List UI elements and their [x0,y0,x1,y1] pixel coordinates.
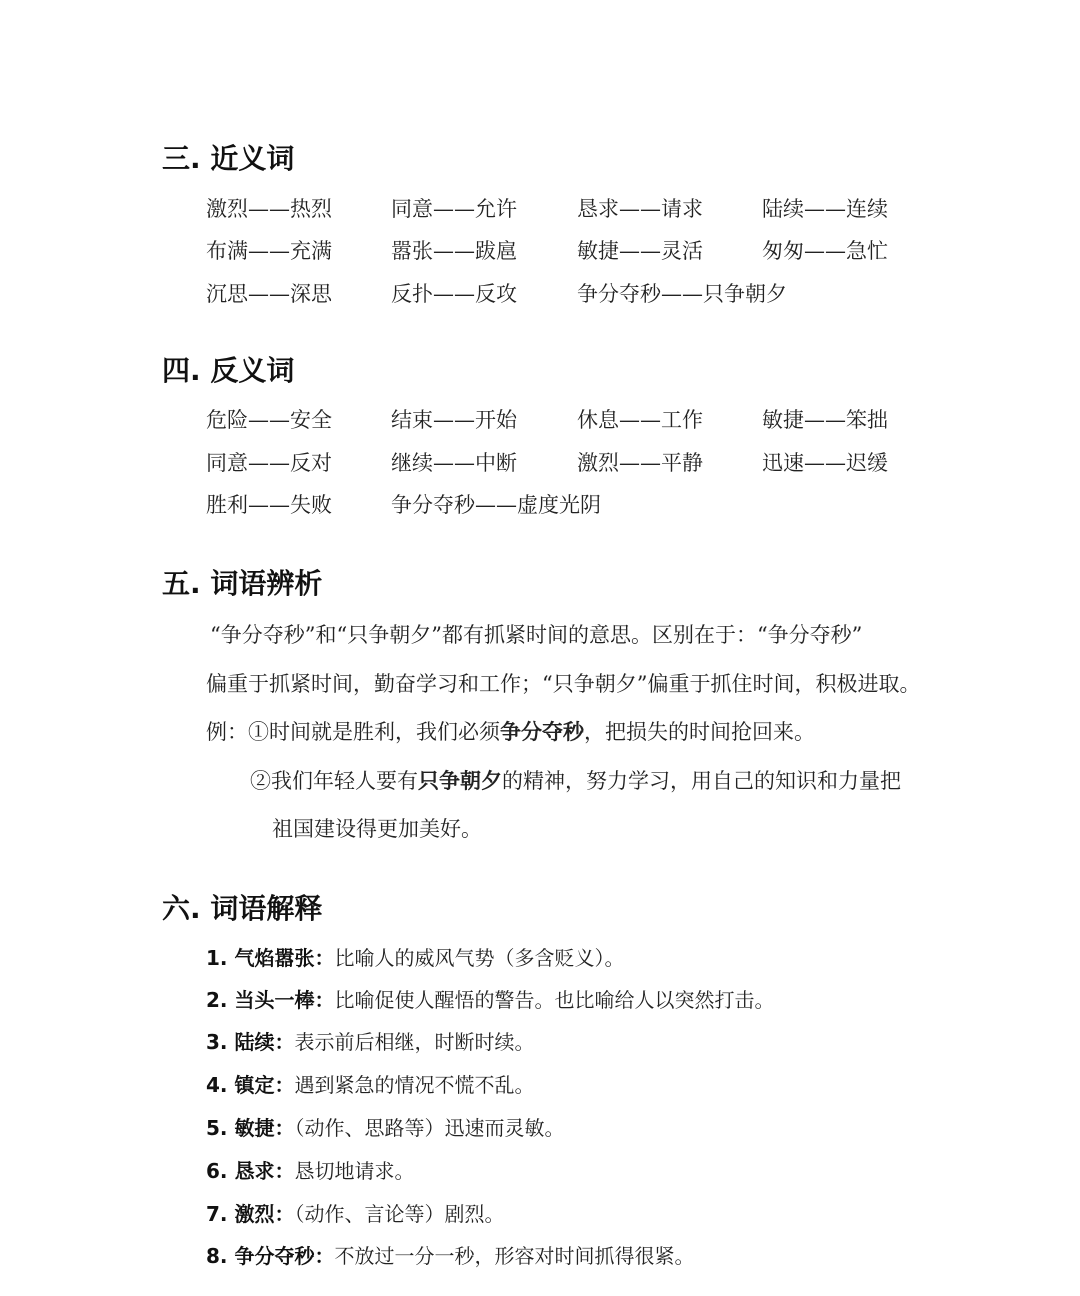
definition-item [206,1200,504,1228]
definition-term: 2. 当头一棒： [206,988,335,1012]
definition-text: 表示前后相继，时断时续。 [294,1030,535,1054]
synonym-pair: 反扑——反攻 [391,282,517,306]
definition-item [206,944,624,972]
definition-term: 5. 敏捷： [206,1116,295,1140]
definition-item [206,1157,414,1185]
definition-text: 遇到紧急的情况不慌不乱。 [294,1073,535,1097]
synonym-pair: 争分夺秒——只争朝夕 [577,282,787,306]
synonym-pair: 沉思——深思 [206,282,332,306]
definition-item [206,1114,564,1142]
discrimination-paragraph-line-2: 偏重于抓紧时间，勤奋学习和工作；“只争朝夕”偏重于抓住时间，积极进取。 [206,672,921,696]
definition-item [206,1028,534,1056]
definition-text: （动作、思路等）迅速而灵敏。 [294,1116,565,1140]
synonym-pair: 嚣张——跋扈 [391,239,517,263]
section-heading-explanations: 六. 词语解释 [162,892,323,925]
definition-term: 7. 激烈： [206,1202,295,1226]
definition-item [206,1071,534,1099]
antonym-pair: 继续——中断 [391,451,517,475]
antonym-pair: 争分夺秒——虚度光阴 [391,493,601,517]
example-1-keyword: 争分夺秒 [500,720,584,744]
synonym-pair: 同意——允许 [391,197,517,221]
antonym-pair: 胜利——失败 [206,493,332,517]
section-heading-discrimination: 五. 词语辨析 [162,567,323,600]
definition-text: 恳切地请求。 [294,1159,415,1183]
definition-text: 不放过一分一秒，形容对时间抓得很紧。 [334,1244,695,1268]
definition-term: 1. 气焰嚣张： [206,946,335,970]
definition-text: 比喻人的威风气势（多含贬义）。 [334,946,625,970]
antonym-pair: 同意——反对 [206,451,332,475]
synonym-pair: 匆匆——急忙 [762,239,888,263]
example-1-suffix: ，把损失的时间抢回来。 [584,720,815,744]
antonym-pair: 危险——安全 [206,408,332,432]
synonym-pair: 恳求——请求 [577,197,703,221]
section-heading-antonyms: 四. 反义词 [162,354,295,387]
definition-term: 6. 恳求： [206,1159,295,1183]
antonym-pair: 结束——开始 [391,408,517,432]
example-sentence-2 [250,766,901,796]
definition-item [206,1242,694,1270]
example-2-suffix: 的精神，努力学习，用自己的知识和力量把 [502,769,901,793]
synonym-pair: 敏捷——灵活 [577,239,703,263]
example-2-prefix: ②我们年轻人要有 [250,769,418,793]
definition-term: 8. 争分夺秒： [206,1244,335,1268]
section-heading-synonyms: 三. 近义词 [162,142,295,175]
example-2-keyword: 只争朝夕 [418,769,502,793]
definition-term: 4. 镇定： [206,1073,295,1097]
example-sentence-1 [206,717,815,747]
definition-term: 3. 陆续： [206,1030,295,1054]
example-1-prefix: 例：①时间就是胜利，我们必须 [206,720,500,744]
antonym-pair: 迅速——迟缓 [762,451,888,475]
definition-text: 比喻促使人醒悟的警告。也比喻给人以突然打击。 [334,988,775,1012]
antonym-pair: 休息——工作 [577,408,703,432]
antonym-pair: 敏捷——笨拙 [762,408,888,432]
antonym-pair: 激烈——平静 [577,451,703,475]
synonym-pair: 激烈——热烈 [206,197,332,221]
synonym-pair: 陆续——连续 [762,197,888,221]
discrimination-paragraph-line-1: “争分夺秒”和“只争朝夕”都有抓紧时间的意思。区别在于：“争分夺秒” [210,623,863,647]
example-sentence-2-continuation: 祖国建设得更加美好。 [272,817,482,841]
definition-text: （动作、言论等）剧烈。 [294,1202,505,1226]
synonym-pair: 布满——充满 [206,239,332,263]
definition-item [206,986,774,1014]
